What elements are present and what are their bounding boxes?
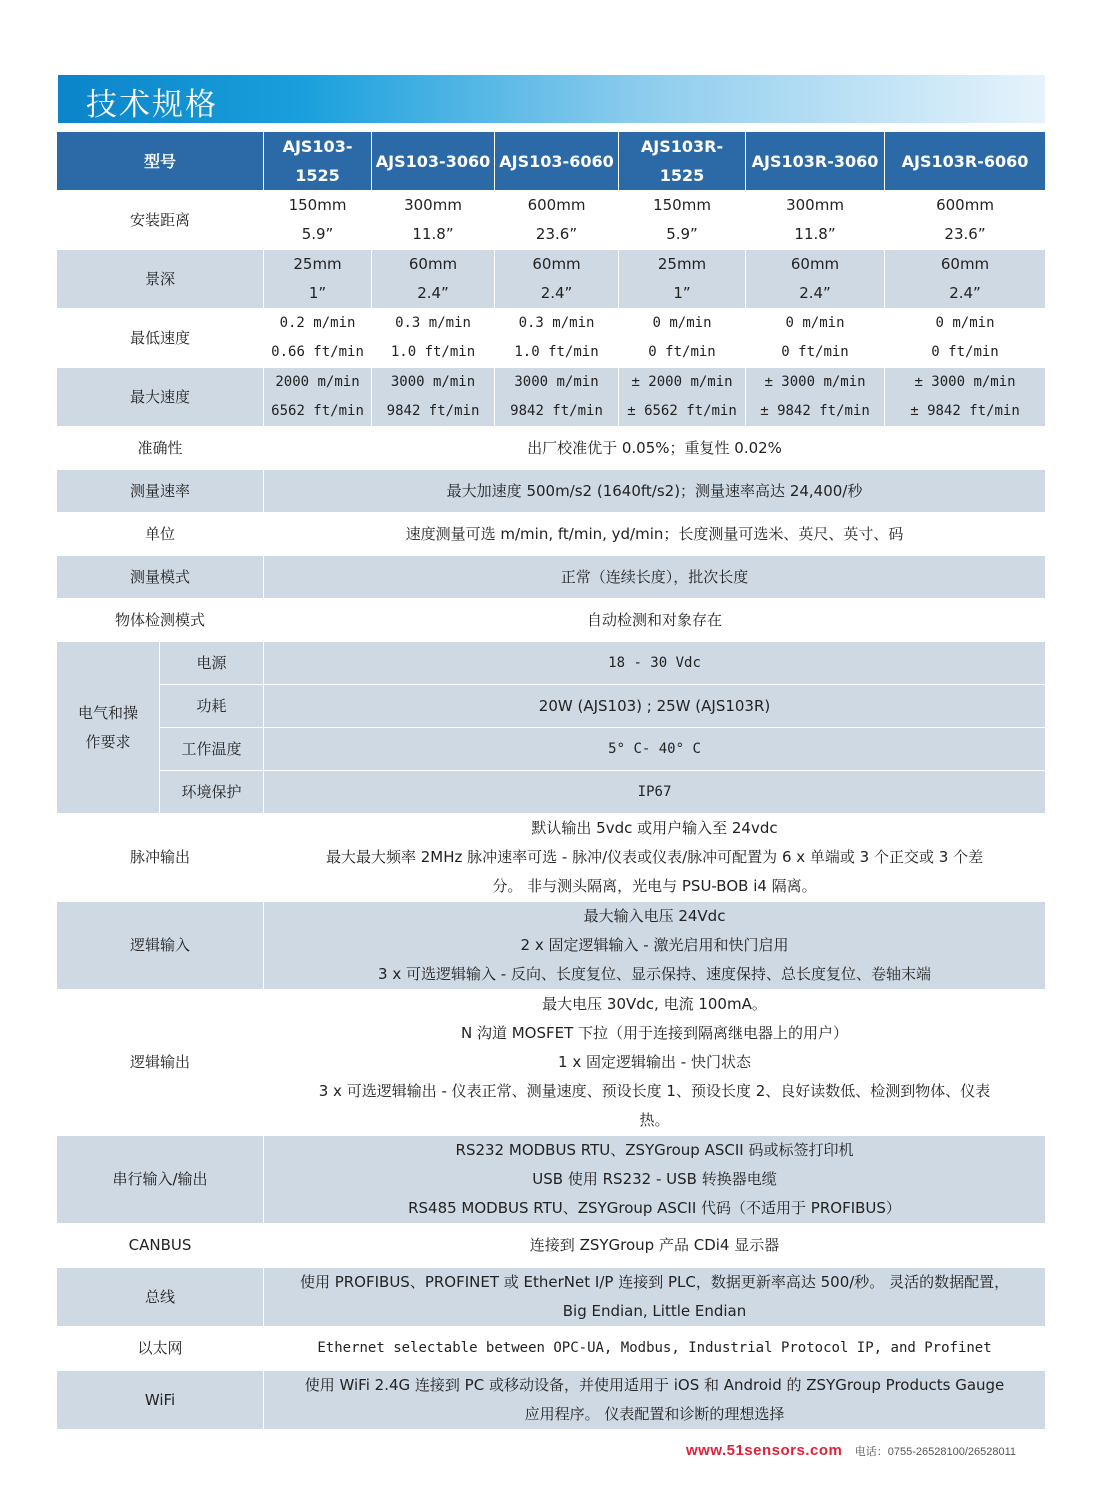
table-cell [885, 309, 1046, 368]
row-label: 最大速度 [57, 368, 264, 427]
phone-number: 电话：0755-26528100/26528011 [854, 1446, 1017, 1458]
table-cell [619, 368, 746, 427]
value-inch: 11.8” [794, 225, 836, 243]
operating-temp-row [57, 728, 1046, 771]
table-cell: 18 - 30 Vdc [264, 642, 1046, 685]
table-cell [264, 1136, 1046, 1224]
text-line: N 沟道 MOSFET 下拉（用于连接到隔离继电器上的用户） [460, 1024, 849, 1042]
sub-label: 工作温度 [160, 728, 264, 771]
row-label: WiFi [57, 1371, 264, 1430]
text-line: 热。 [639, 1111, 670, 1129]
table-cell: 连接到 ZSYGroup 产品 CDi4 显示器 [264, 1224, 1046, 1268]
text-line: 最大电压 30Vdc, 电流 100mA。 [542, 995, 767, 1013]
value-m: 0 m/min [935, 315, 995, 331]
table-cell [264, 368, 372, 427]
table-cell [746, 368, 885, 427]
value-inch: 5.9” [666, 225, 698, 243]
sub-label: 环境保护 [160, 771, 264, 814]
value-ft: 0.66 ft/min [271, 344, 364, 360]
section-title-bar [58, 75, 1045, 123]
row-label: 物体检测模式 [57, 599, 264, 642]
model-name: AJS103R-1525 [619, 132, 746, 191]
model-header: 型号 [57, 132, 264, 191]
value-mm: 150mm [653, 196, 711, 214]
value-m: ± 2000 m/min [631, 374, 733, 390]
row-label: 安装距离 [57, 191, 264, 250]
value-ft: 0 ft/min [781, 344, 849, 360]
value-inch: 2.4” [417, 284, 449, 302]
table-cell [264, 309, 372, 368]
object-detect-row [57, 599, 1046, 642]
table-cell [746, 309, 885, 368]
measure-rate-row [57, 470, 1046, 513]
power-consumption-row [57, 685, 1046, 728]
value-inch: 2.4” [540, 284, 573, 302]
value-inch: 23.6” [535, 225, 578, 243]
value-m: 2000 m/min [275, 374, 360, 390]
bus-row [57, 1268, 1046, 1327]
model-name: AJS103R-3060 [746, 132, 885, 191]
value-ft: 9842 ft/min [510, 403, 603, 419]
table-cell: 正常（连续长度），批次长度 [264, 556, 1046, 599]
row-label: 景深 [57, 250, 264, 309]
table-cell [619, 191, 746, 250]
table-cell [264, 191, 372, 250]
value-m: 0 m/min [652, 315, 712, 331]
table-cell [264, 250, 372, 309]
value-mm: 600mm [936, 196, 994, 214]
text-line: Big Endian, Little Endian [562, 1302, 747, 1320]
value-inch: 2.4” [949, 284, 981, 302]
units-row [57, 513, 1046, 556]
value-inch: 5.9” [301, 225, 334, 243]
row-label [57, 642, 160, 814]
value-m: ± 3000 m/min [764, 374, 866, 390]
value-mm: 150mm [288, 196, 347, 214]
logic-output-row [57, 990, 1046, 1136]
text-line: 3 x 可选逻辑输出 - 仪表正常、测量速度、预设长度 1、预设长度 2、良好读数低、检测到物体、仪表 [318, 1082, 991, 1100]
model-name: AJS103-6060 [495, 132, 619, 191]
depth-of-field-row [57, 250, 1046, 309]
text-line: 3 x 可选逻辑输入 - 反向、长度复位、显示保持、速度保持、总长度复位、卷轴末端 [378, 965, 931, 983]
text-line: 最大最大频率 2MHz 脉冲速率可选 - 脉冲/仪表或仪表/脉冲可配置为 6 x 单端或 3 个正交或 3 个差 [325, 848, 984, 866]
value-mm: 25mm [293, 255, 342, 273]
text-line: 1 x 固定逻辑输出 - 快门状态 [558, 1053, 751, 1071]
accuracy-row [57, 427, 1046, 470]
value-m: 0.3 m/min [395, 315, 471, 331]
table-cell [372, 309, 495, 368]
table-cell [746, 191, 885, 250]
value-mm: 60mm [790, 255, 840, 273]
value-ft: 0 ft/min [648, 344, 716, 360]
table-cell: IP67 [264, 771, 1046, 814]
value-mm: 60mm [532, 255, 581, 273]
table-cell: 20W (AJS103) ; 25W (AJS103R) [264, 685, 1046, 728]
table-cell [372, 368, 495, 427]
table-cell [495, 191, 619, 250]
text-line: RS232 MODBUS RTU、ZSYGroup ASCII 码或标签打印机 [455, 1141, 854, 1159]
table-cell: 自动检测和对象存在 [264, 599, 1046, 642]
table-cell [495, 368, 619, 427]
table-cell [264, 814, 1046, 902]
electrical-label-line: 电气和操 [77, 703, 138, 722]
value-inch: 11.8” [412, 225, 454, 243]
value-mm: 300mm [786, 196, 844, 214]
value-mm: 25mm [657, 255, 707, 273]
row-label: 逻辑输出 [57, 990, 264, 1136]
table-cell [885, 368, 1046, 427]
table-cell [372, 191, 495, 250]
value-m: 0.3 m/min [518, 315, 595, 331]
electrical-label-line: 作要求 [85, 732, 131, 751]
value-m: 3000 m/min [390, 374, 476, 390]
table-cell: 最大加速度 500m/s2 (1640ft/s2)；测量速率高达 24,400/秒 [264, 470, 1046, 513]
value-mm: 600mm [527, 196, 586, 214]
footer [686, 1442, 1016, 1459]
table-cell [746, 250, 885, 309]
table-cell: 5° C- 40° C [264, 728, 1046, 771]
table-cell [619, 250, 746, 309]
text-line: 默认输出 5vdc 或用户输入至 24vdc [531, 819, 778, 837]
value-ft: 0 ft/min [931, 344, 999, 360]
value-m: 0.2 m/min [279, 315, 356, 331]
value-m: ± 3000 m/min [914, 374, 1016, 390]
text-line: 最大输入电压 24Vdc [583, 907, 726, 925]
value-ft: 6562 ft/min [271, 403, 364, 419]
section-title: 技术规格 [86, 87, 218, 123]
value-ft: ± 9842 ft/min [760, 403, 870, 419]
min-speed-row [57, 309, 1046, 368]
value-ft: 9842 ft/min [386, 403, 480, 419]
row-label: 测量模式 [57, 556, 264, 599]
row-label: 脉冲输出 [57, 814, 264, 902]
table-cell [885, 191, 1046, 250]
model-name: AJS103-3060 [372, 132, 495, 191]
serial-io-row [57, 1136, 1046, 1224]
value-ft: 1.0 ft/min [390, 344, 476, 360]
value-m: 3000 m/min [514, 374, 599, 390]
text-line: 2 x 固定逻辑输入 - 激光启用和快门启用 [520, 936, 789, 954]
value-ft: ± 9842 ft/min [910, 403, 1020, 419]
text-line: USB 使用 RS232 - USB 转换器电缆 [532, 1170, 777, 1188]
table-cell: 出厂校准优于 0.05%；重复性 0.02% [264, 427, 1046, 470]
value-inch: 1” [673, 284, 691, 302]
spec-table [56, 131, 1046, 1430]
value-mm: 60mm [408, 255, 458, 273]
model-name: AJS103-1525 [264, 132, 372, 191]
table-cell [372, 250, 495, 309]
row-label: CANBUS [57, 1224, 264, 1268]
ethernet-row [57, 1327, 1046, 1371]
table-cell: Ethernet selectable between OPC-UA, Modbus, Industrial Protocol IP, and Profinet [264, 1327, 1046, 1371]
table-cell [619, 309, 746, 368]
power-supply-row [57, 642, 1046, 685]
row-label: 逻辑输入 [57, 902, 264, 990]
value-inch: 23.6” [944, 225, 986, 243]
row-label: 最低速度 [57, 309, 264, 368]
text-line: 使用 PROFIBUS、PROFINET 或 EtherNet I/P 连接到 PLC，数据更新率高达 500/秒。 灵活的数据配置， [299, 1273, 1010, 1291]
text-line: 应用程序。 仪表配置和诊断的理想选择 [524, 1405, 785, 1423]
header-row [57, 132, 1046, 191]
pulse-output-row [57, 814, 1046, 902]
table-cell [495, 250, 619, 309]
row-label: 准确性 [57, 427, 264, 470]
table-cell [264, 990, 1046, 1136]
row-label: 以太网 [57, 1327, 264, 1371]
value-mm: 60mm [940, 255, 990, 273]
text-line: 使用 WiFi 2.4G 连接到 PC 或移动设备，并使用适用于 iOS 和 Android 的 ZSYGroup Products Gauge [304, 1376, 1005, 1394]
table-cell [264, 902, 1046, 990]
sub-label: 电源 [160, 642, 264, 685]
table-cell [264, 1371, 1046, 1430]
row-label: 测量速率 [57, 470, 264, 513]
value-inch: 1” [308, 284, 327, 302]
logic-input-row [57, 902, 1046, 990]
env-protection-row [57, 771, 1046, 814]
table-cell [885, 250, 1046, 309]
website-link[interactable]: www.51sensors.com [686, 1442, 843, 1459]
install-distance-row [57, 191, 1046, 250]
row-label: 单位 [57, 513, 264, 556]
table-cell: 速度测量可选 m/min, ft/min, yd/min；长度测量可选米、英尺、英寸、码 [264, 513, 1046, 556]
row-label: 串行输入/输出 [57, 1136, 264, 1224]
text-line: RS485 MODBUS RTU、ZSYGroup ASCII 代码（不适用于 PROFIBUS） [408, 1199, 901, 1217]
value-ft: ± 6562 ft/min [627, 403, 737, 419]
model-name: AJS103R-6060 [885, 132, 1046, 191]
wifi-row [57, 1371, 1046, 1430]
value-mm: 300mm [404, 196, 462, 214]
table-cell [264, 1268, 1046, 1327]
max-speed-row [57, 368, 1046, 427]
canbus-row [57, 1224, 1046, 1268]
value-inch: 2.4” [799, 284, 831, 302]
sub-label: 功耗 [160, 685, 264, 728]
value-m: 0 m/min [785, 315, 845, 331]
table-cell [495, 309, 619, 368]
measure-mode-row [57, 556, 1046, 599]
value-ft: 1.0 ft/min [514, 344, 599, 360]
text-line: 分。 非与测头隔离，光电与 PSU-BOB i4 隔离。 [492, 877, 817, 895]
row-label: 总线 [57, 1268, 264, 1327]
